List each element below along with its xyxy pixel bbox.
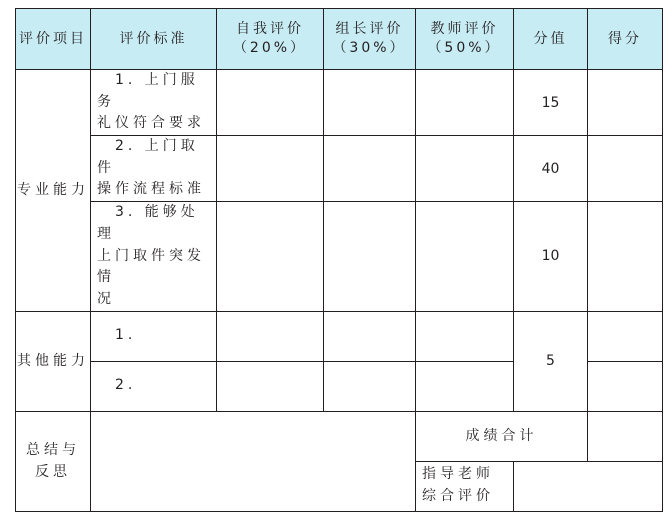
self-evaluation-cell bbox=[217, 136, 324, 202]
score-cell bbox=[588, 70, 663, 136]
header-self-evaluation: 自我评价 （20%） bbox=[217, 9, 324, 70]
value-cell: 40 bbox=[514, 136, 588, 202]
category-professional: 专业能力 bbox=[16, 70, 91, 312]
teacher-evaluation-cell bbox=[416, 70, 514, 136]
self-evaluation-cell bbox=[217, 361, 324, 411]
header-teacher-evaluation: 教师评价 （50%） bbox=[416, 9, 514, 70]
header-value: 分值 bbox=[514, 9, 588, 70]
leader-evaluation-cell bbox=[324, 136, 416, 202]
table-row bbox=[16, 311, 663, 361]
teacher-evaluation-cell bbox=[416, 202, 514, 311]
total-score-label: 成绩合计 bbox=[416, 411, 588, 461]
criteria-cell: 1. 上门服务 礼仪符合要求 bbox=[91, 70, 217, 136]
criteria-cell: 2. bbox=[91, 361, 217, 411]
summary-content-cell bbox=[91, 411, 416, 511]
header-leader-evaluation: 组长评价 （30%） bbox=[324, 9, 416, 70]
score-cell bbox=[588, 136, 663, 202]
table-row bbox=[16, 411, 663, 461]
teacher-evaluation-cell bbox=[416, 361, 514, 411]
value-cell: 15 bbox=[514, 70, 588, 136]
table-row bbox=[16, 136, 663, 202]
value-cell: 10 bbox=[514, 202, 588, 311]
score-cell bbox=[588, 311, 663, 361]
score-cell bbox=[588, 202, 663, 311]
criteria-cell: 2. 上门取件 操作流程标准 bbox=[91, 136, 217, 202]
header-row bbox=[16, 9, 663, 70]
header-item: 评价项目 bbox=[16, 9, 91, 70]
header-criteria: 评价标准 bbox=[91, 9, 217, 70]
value-cell: 5 bbox=[514, 311, 588, 411]
total-score-cell bbox=[588, 411, 663, 461]
table-row bbox=[16, 202, 663, 311]
header-score: 得分 bbox=[588, 9, 663, 70]
criteria-cell: 3. 能够处理 上门取件突发情 况 bbox=[91, 202, 217, 311]
teacher-comment-label: 指导老师 综合评价 bbox=[416, 461, 514, 511]
teacher-evaluation-cell bbox=[416, 136, 514, 202]
table-row bbox=[16, 70, 663, 136]
category-summary: 总结与 反思 bbox=[16, 411, 91, 511]
score-cell bbox=[588, 361, 663, 411]
self-evaluation-cell bbox=[217, 311, 324, 361]
leader-evaluation-cell bbox=[324, 311, 416, 361]
leader-evaluation-cell bbox=[324, 70, 416, 136]
leader-evaluation-cell bbox=[324, 361, 416, 411]
self-evaluation-cell bbox=[217, 70, 324, 136]
teacher-comment-cell bbox=[514, 461, 663, 511]
self-evaluation-cell bbox=[217, 202, 324, 311]
leader-evaluation-cell bbox=[324, 202, 416, 311]
category-other: 其他能力 bbox=[16, 311, 91, 411]
teacher-evaluation-cell bbox=[416, 311, 514, 361]
evaluation-table bbox=[15, 8, 663, 512]
criteria-cell: 1. bbox=[91, 311, 217, 361]
